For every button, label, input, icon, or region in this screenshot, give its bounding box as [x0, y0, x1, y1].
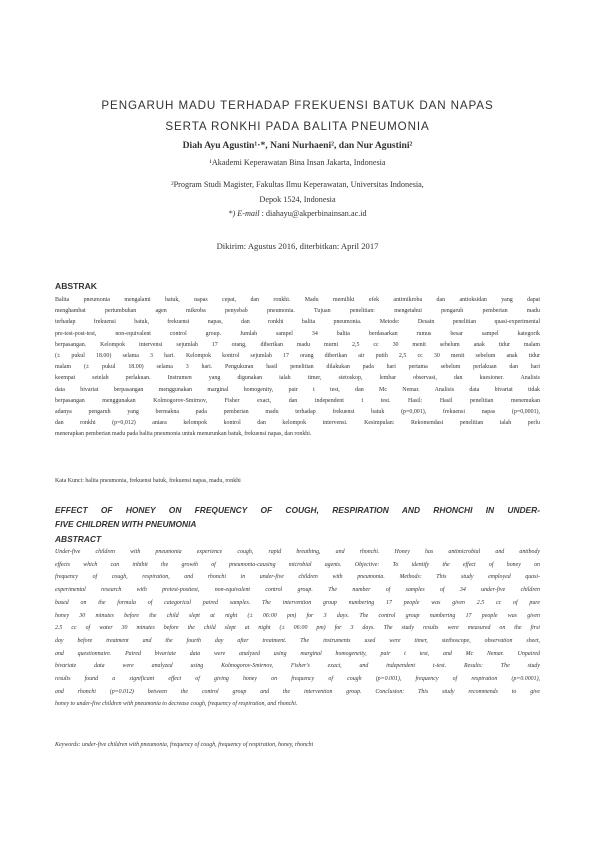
abstract-line: 2.5 cc of water 30 minutes before the child slept at night (± 06:00 pm) for 3 days. The study results were measured on the first	[55, 625, 540, 632]
email-label: *) E-mail	[228, 209, 260, 218]
submission-dates: Dikirim: Agustus 2016, diterbitkan: April 2017	[216, 241, 379, 251]
abstrak-line: (± pukul 18.00) selama 3 hari. Kelompok kontrol sejumlah 17 orang diberikan air putih 2,5 cc 30 menit sebelum anak tidur	[55, 353, 540, 360]
affiliation-1: ¹Akademi Keperawatan Bina Insan Jakarta, Indonesia	[209, 158, 386, 167]
abstrak-line: adanya pengaruh yang bermakna pada pemberian madu terhadap frekuensi batuk (p=0,001), frekuensi napas (p=0,0001),	[55, 409, 540, 416]
abstract-line: results found a significant effect of giving honey on frequency of cough (p=0.001), frequency of respiration (p=0.0001),	[55, 676, 540, 683]
abstrak-line: pre-test-post-test, non-equivalent control group. Jumlah sampel 34 balita berdasarkan rumus besar sampel kategorik	[55, 330, 540, 337]
abstract-line: Under-five children with pneumonia experience cough, rapid breathing, and rhonchi. Honey has antimicrobial and antibody	[55, 549, 540, 555]
author-list: Diah Ayu Agustin¹·*, Nani Nurhaeni², dan Nur Agustini²	[182, 140, 413, 151]
abstract-line: experimental research with pretest-posttest, non-equivalent control group. The number of samples of 34 under-five children	[55, 587, 540, 594]
abstract-keywords: Keywords: under-five children with pneumonia, frequency of cough, frequency of respiration, honey, rhonchi	[55, 742, 314, 748]
email-line	[60, 209, 535, 218]
abstrak-line: malam (± pukul 18.00) selama 3 hari. Pengukuran hasil penelitian dilakukan pada hari pertama sebelum perlakuan dan hari	[55, 364, 540, 371]
abstract-line: day before treatment and the fourth day after treatment. The instruments used were timer, stethoscope, observation sheet,	[55, 637, 540, 644]
abstrak-line: berpasangan menggunakan Kolmogorov-Smirnov, Fisher exact, dan independent t test. Hasil: Hasil penelitian menemukan	[55, 397, 540, 404]
abstrak-line: menghambat pertumbuhan agen mikroba penyebab pneumonia. Tujuan penelitian: mengetahui pengaruh pemberian madu	[55, 308, 540, 315]
abstract-heading: ABSTRACT	[55, 534, 102, 544]
abstrak-line: menerapkan pemberian madu pada balita pneumonia untuk menurunkan batuk, frekuensi napas, dan ronkhi.	[55, 431, 312, 438]
abstrak-line: keempat setelah perlakuan. Instrumen yang digunakan ialah timer, stetoskop, lembar observasi, dan kuesioner. Analisis	[55, 375, 540, 382]
english-title-line-2: FIVE CHILDREN WITH PNEUMONIA	[55, 519, 197, 529]
abstract-line: honey 30 minutes before the child slept at night (± 06:00 pm) for 3 days. The control group numbering 17 people was given	[55, 612, 540, 619]
email-address: : diahayu@akperbinainsan.ac.id	[261, 209, 367, 218]
abstrak-line: data bivariat berpasangan menggunakan marginal homogenity, pair t test, dan Mc Nemar. Analisis data bivariat tidak	[55, 386, 540, 393]
abstract-line: honey to under-five children with pneumonia to decrease cough, frequency of respiration, and rhonchi.	[55, 701, 298, 708]
abstract-line: frequency of cough, respiration, and rhonchi in under-five children with pneumonia. Methods: This study employed quasi-	[55, 574, 540, 581]
title-line-2: SERTA RONKHI PADA BALITA PNEUMONIA	[165, 120, 430, 133]
english-title	[55, 503, 540, 531]
affiliation-2: ²Program Studi Magister, Fakultas Ilmu Keperawatan, Universitas Indonesia,	[171, 180, 424, 189]
abstrak-line: dan ronkhi (p=0,012) antara kelompok kontrol dan kelompok intervensi. Kesimpulan: Rekomendasi penelitian ialah perlu	[55, 420, 540, 427]
abstrak-line: Balita pneumonia mengalami batuk, napas cepat, dan ronkhi. Madu memiliki efek antimikroba dan antioksidan yang dapat	[55, 297, 540, 303]
abstrak-keywords: Kata Kunci: balita pneumonia, frekuensi batuk, frekuensi napas, madu, ronkhi	[55, 478, 241, 484]
abstract-body	[55, 546, 540, 711]
affiliation-2-city: Depok 1524, Indonesia	[259, 195, 336, 204]
abstrak-heading: ABSTRAK	[55, 281, 98, 291]
abstract-line: based on the formula of categorical paired samples. The intervention group numbering 17 people was given 2.5 cc of pure	[55, 599, 540, 606]
abstract-line: and rhonchi (p=0.012) between the control group and the intervention group. Conclusion: This study recommends to give	[55, 688, 540, 695]
abstrak-body	[55, 295, 540, 441]
abstrak-line: berpasangan. Kelompok intervensi sejumlah 17 orang, diberikan madu murni 2,5 cc 30 menit sebelum anak tidur malam	[55, 341, 540, 348]
abstract-line: and questionnaire. Paired bivariate data were analyzed using marginal homogeneity, pair t test, and Mc Nemar. Unpaired	[55, 650, 540, 657]
article-title	[60, 95, 535, 137]
abstrak-line: terhadap frekuensi batuk, frekuensi napas, dan ronkhi balita pneumonia. Metode: Desain penelitian quasi-experimental	[55, 319, 540, 326]
abstract-line: effects which can inhibit the growth of pneumonia-causing microbial agents. Objective: To identify the effect of honey on	[55, 561, 540, 568]
abstract-line: bivariate data were analyzed using Kolmogorov-Smirnov, Fisher's exact, and independent t-test. Results: The study	[55, 663, 540, 670]
english-title-line-1: EFFECT OF HONEY ON FREQUENCY OF COUGH, RESPIRATION AND RHONCHI IN UNDER-	[55, 505, 540, 515]
title-line-1: PENGARUH MADU TERHADAP FREKUENSI BATUK DAN NAPAS	[101, 99, 494, 112]
